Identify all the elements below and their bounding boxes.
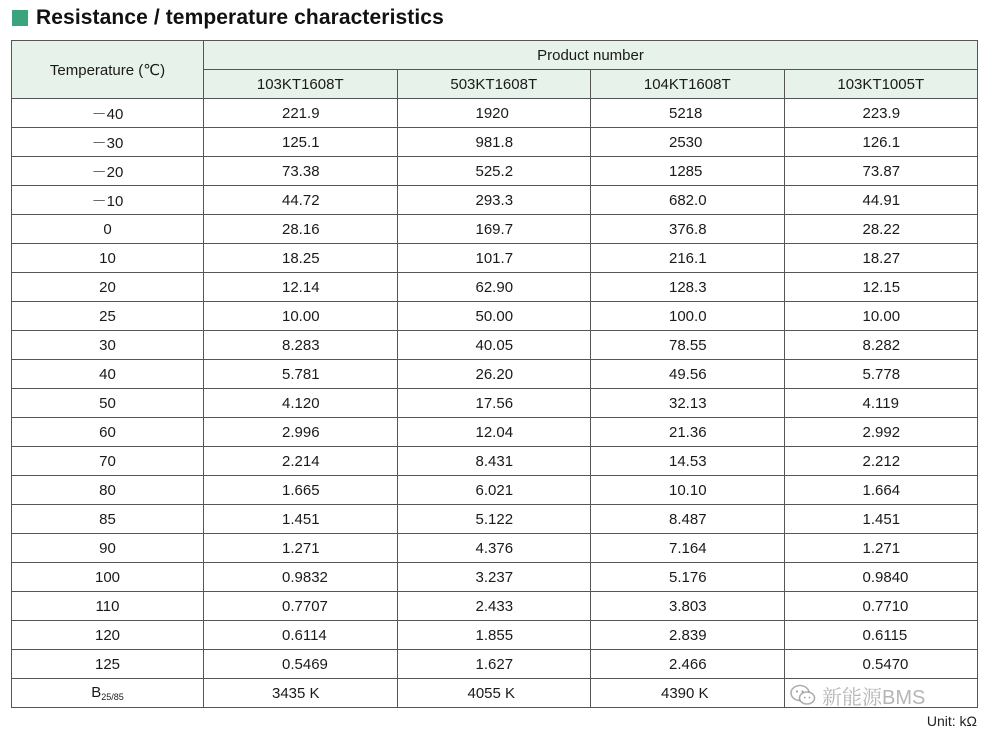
temperature-cell: 50 xyxy=(12,389,204,418)
temperature-cell: 120 xyxy=(12,621,204,650)
resistance-value-cell: 17.56 xyxy=(397,389,591,418)
resistance-value-cell: 2.996 xyxy=(204,418,398,447)
resistance-value-cell: 12.04 xyxy=(397,418,591,447)
table-row xyxy=(12,621,978,650)
temperature-cell: 25 xyxy=(12,302,204,331)
temperature-cell: －40 xyxy=(12,99,204,128)
resistance-value-cell: 1285 xyxy=(591,157,785,186)
resistance-value-cell: 4.119 xyxy=(784,389,978,418)
temperature-cell: 100 xyxy=(12,563,204,592)
resistance-value-cell: 6.021 xyxy=(397,476,591,505)
resistance-value-cell: 5.176 xyxy=(591,563,785,592)
page-title: Resistance / temperature characteristics xyxy=(36,6,444,29)
resistance-value-cell: 2.839 xyxy=(591,621,785,650)
resistance-value-cell: 2.433 xyxy=(397,592,591,621)
table-row xyxy=(12,244,978,273)
resistance-value-cell: 0.5470 xyxy=(784,650,978,679)
resistance-value-cell: 221.9 xyxy=(204,99,398,128)
resistance-value-cell: 1.451 xyxy=(784,505,978,534)
resistance-value-cell: 2.466 xyxy=(591,650,785,679)
resistance-value-cell: 2.992 xyxy=(784,418,978,447)
wechat-icon xyxy=(790,684,816,706)
resistance-value-cell: 5.781 xyxy=(204,360,398,389)
resistance-value-cell: 1.665 xyxy=(204,476,398,505)
resistance-value-cell: 3.237 xyxy=(397,563,591,592)
table-row xyxy=(12,128,978,157)
resistance-value-cell: 12.14 xyxy=(204,273,398,302)
b-constant-label xyxy=(12,679,204,708)
temperature-cell: 60 xyxy=(12,418,204,447)
table-row xyxy=(12,389,978,418)
resistance-value-cell: 4.120 xyxy=(204,389,398,418)
table-row xyxy=(12,360,978,389)
temperature-cell: 125 xyxy=(12,650,204,679)
resistance-value-cell: 8.283 xyxy=(204,331,398,360)
resistance-value-cell: 216.1 xyxy=(591,244,785,273)
b-constant-value-cell: 4055 K xyxy=(397,679,591,708)
resistance-value-cell: 1.271 xyxy=(784,534,978,563)
resistance-value-cell: 49.56 xyxy=(591,360,785,389)
b-label-subscript: 25/85 xyxy=(101,692,124,702)
resistance-value-cell: 40.05 xyxy=(397,331,591,360)
table-row xyxy=(12,186,978,215)
resistance-value-cell: 0.6114 xyxy=(204,621,398,650)
table-row xyxy=(12,592,978,621)
resistance-value-cell: 32.13 xyxy=(591,389,785,418)
resistance-value-cell: 10.10 xyxy=(591,476,785,505)
table-row xyxy=(12,534,978,563)
resistance-value-cell: 3.803 xyxy=(591,592,785,621)
resistance-value-cell: 293.3 xyxy=(397,186,591,215)
temperature-cell: 40 xyxy=(12,360,204,389)
resistance-value-cell: 1.271 xyxy=(204,534,398,563)
resistance-value-cell: 8.487 xyxy=(591,505,785,534)
resistance-table xyxy=(11,40,978,708)
resistance-value-cell: 5218 xyxy=(591,99,785,128)
table-row xyxy=(12,302,978,331)
temperature-cell: 85 xyxy=(12,505,204,534)
table-row xyxy=(12,650,978,679)
table-row xyxy=(12,563,978,592)
table-row xyxy=(12,157,978,186)
temperature-cell: 30 xyxy=(12,331,204,360)
resistance-value-cell: 101.7 xyxy=(397,244,591,273)
watermark xyxy=(790,680,925,710)
resistance-value-cell: 2.212 xyxy=(784,447,978,476)
resistance-value-cell: 126.1 xyxy=(784,128,978,157)
resistance-value-cell: 0.7707 xyxy=(204,592,398,621)
resistance-value-cell: 525.2 xyxy=(397,157,591,186)
resistance-value-cell: 0.5469 xyxy=(204,650,398,679)
temperature-cell: 80 xyxy=(12,476,204,505)
column-header: 503KT1608T xyxy=(397,70,591,99)
temperature-cell: －10 xyxy=(12,186,204,215)
resistance-value-cell: 223.9 xyxy=(784,99,978,128)
temperature-cell: 110 xyxy=(12,592,204,621)
resistance-value-cell: 5.778 xyxy=(784,360,978,389)
resistance-value-cell: 100.0 xyxy=(591,302,785,331)
resistance-value-cell: 12.15 xyxy=(784,273,978,302)
resistance-value-cell: 1.627 xyxy=(397,650,591,679)
column-header: 103KT1005T xyxy=(784,70,978,99)
resistance-value-cell: 1.664 xyxy=(784,476,978,505)
temperature-cell: －30 xyxy=(12,128,204,157)
table-row xyxy=(12,447,978,476)
column-header: 103KT1608T xyxy=(204,70,398,99)
resistance-value-cell: 44.72 xyxy=(204,186,398,215)
product-number-header: Product number xyxy=(204,41,978,70)
table-row xyxy=(12,273,978,302)
resistance-value-cell: 28.16 xyxy=(204,215,398,244)
resistance-value-cell: 44.91 xyxy=(784,186,978,215)
temperature-cell: 90 xyxy=(12,534,204,563)
resistance-value-cell: 0.9840 xyxy=(784,563,978,592)
resistance-value-cell: 10.00 xyxy=(784,302,978,331)
b-label-main: B xyxy=(91,684,102,701)
temperature-cell: 10 xyxy=(12,244,204,273)
resistance-value-cell: 981.8 xyxy=(397,128,591,157)
b-constant-value-cell: 4390 K xyxy=(591,679,785,708)
resistance-value-cell: 14.53 xyxy=(591,447,785,476)
table-row xyxy=(12,331,978,360)
resistance-value-cell: 0.6115 xyxy=(784,621,978,650)
table-row xyxy=(12,418,978,447)
table-row xyxy=(12,476,978,505)
table-row xyxy=(12,215,978,244)
resistance-value-cell: 2.214 xyxy=(204,447,398,476)
resistance-value-cell: 28.22 xyxy=(784,215,978,244)
resistance-value-cell: 5.122 xyxy=(397,505,591,534)
watermark-text: 新能源BMS xyxy=(822,686,926,709)
resistance-value-cell: 21.36 xyxy=(591,418,785,447)
resistance-value-cell: 2530 xyxy=(591,128,785,157)
resistance-value-cell: 4.376 xyxy=(397,534,591,563)
resistance-value-cell: 62.90 xyxy=(397,273,591,302)
resistance-value-cell: 1.855 xyxy=(397,621,591,650)
resistance-value-cell: 50.00 xyxy=(397,302,591,331)
resistance-value-cell: 125.1 xyxy=(204,128,398,157)
resistance-value-cell: 10.00 xyxy=(204,302,398,331)
b-constant-value-cell: 3435 K xyxy=(204,679,398,708)
resistance-value-cell: 1.451 xyxy=(204,505,398,534)
resistance-value-cell: 78.55 xyxy=(591,331,785,360)
resistance-value-cell: 26.20 xyxy=(397,360,591,389)
resistance-value-cell: 8.431 xyxy=(397,447,591,476)
temperature-header: Temperature (℃) xyxy=(12,41,204,99)
resistance-value-cell: 73.87 xyxy=(784,157,978,186)
resistance-value-cell: 0.7710 xyxy=(784,592,978,621)
resistance-value-cell: 376.8 xyxy=(591,215,785,244)
resistance-value-cell: 169.7 xyxy=(397,215,591,244)
table-row xyxy=(12,505,978,534)
temperature-cell: 70 xyxy=(12,447,204,476)
resistance-value-cell: 18.27 xyxy=(784,244,978,273)
resistance-value-cell: 8.282 xyxy=(784,331,978,360)
temperature-cell: 20 xyxy=(12,273,204,302)
column-header: 104KT1608T xyxy=(591,70,785,99)
resistance-value-cell: 7.164 xyxy=(591,534,785,563)
temperature-cell: －20 xyxy=(12,157,204,186)
resistance-value-cell: 73.38 xyxy=(204,157,398,186)
title-marker xyxy=(12,10,28,26)
unit-label: Unit: kΩ xyxy=(926,713,977,729)
temperature-cell: 0 xyxy=(12,215,204,244)
resistance-value-cell: 1920 xyxy=(397,99,591,128)
title-row xyxy=(12,5,444,31)
resistance-value-cell: 0.9832 xyxy=(204,563,398,592)
table-row xyxy=(12,99,978,128)
resistance-value-cell: 18.25 xyxy=(204,244,398,273)
table-body xyxy=(12,99,978,708)
resistance-value-cell: 128.3 xyxy=(591,273,785,302)
resistance-value-cell: 682.0 xyxy=(591,186,785,215)
